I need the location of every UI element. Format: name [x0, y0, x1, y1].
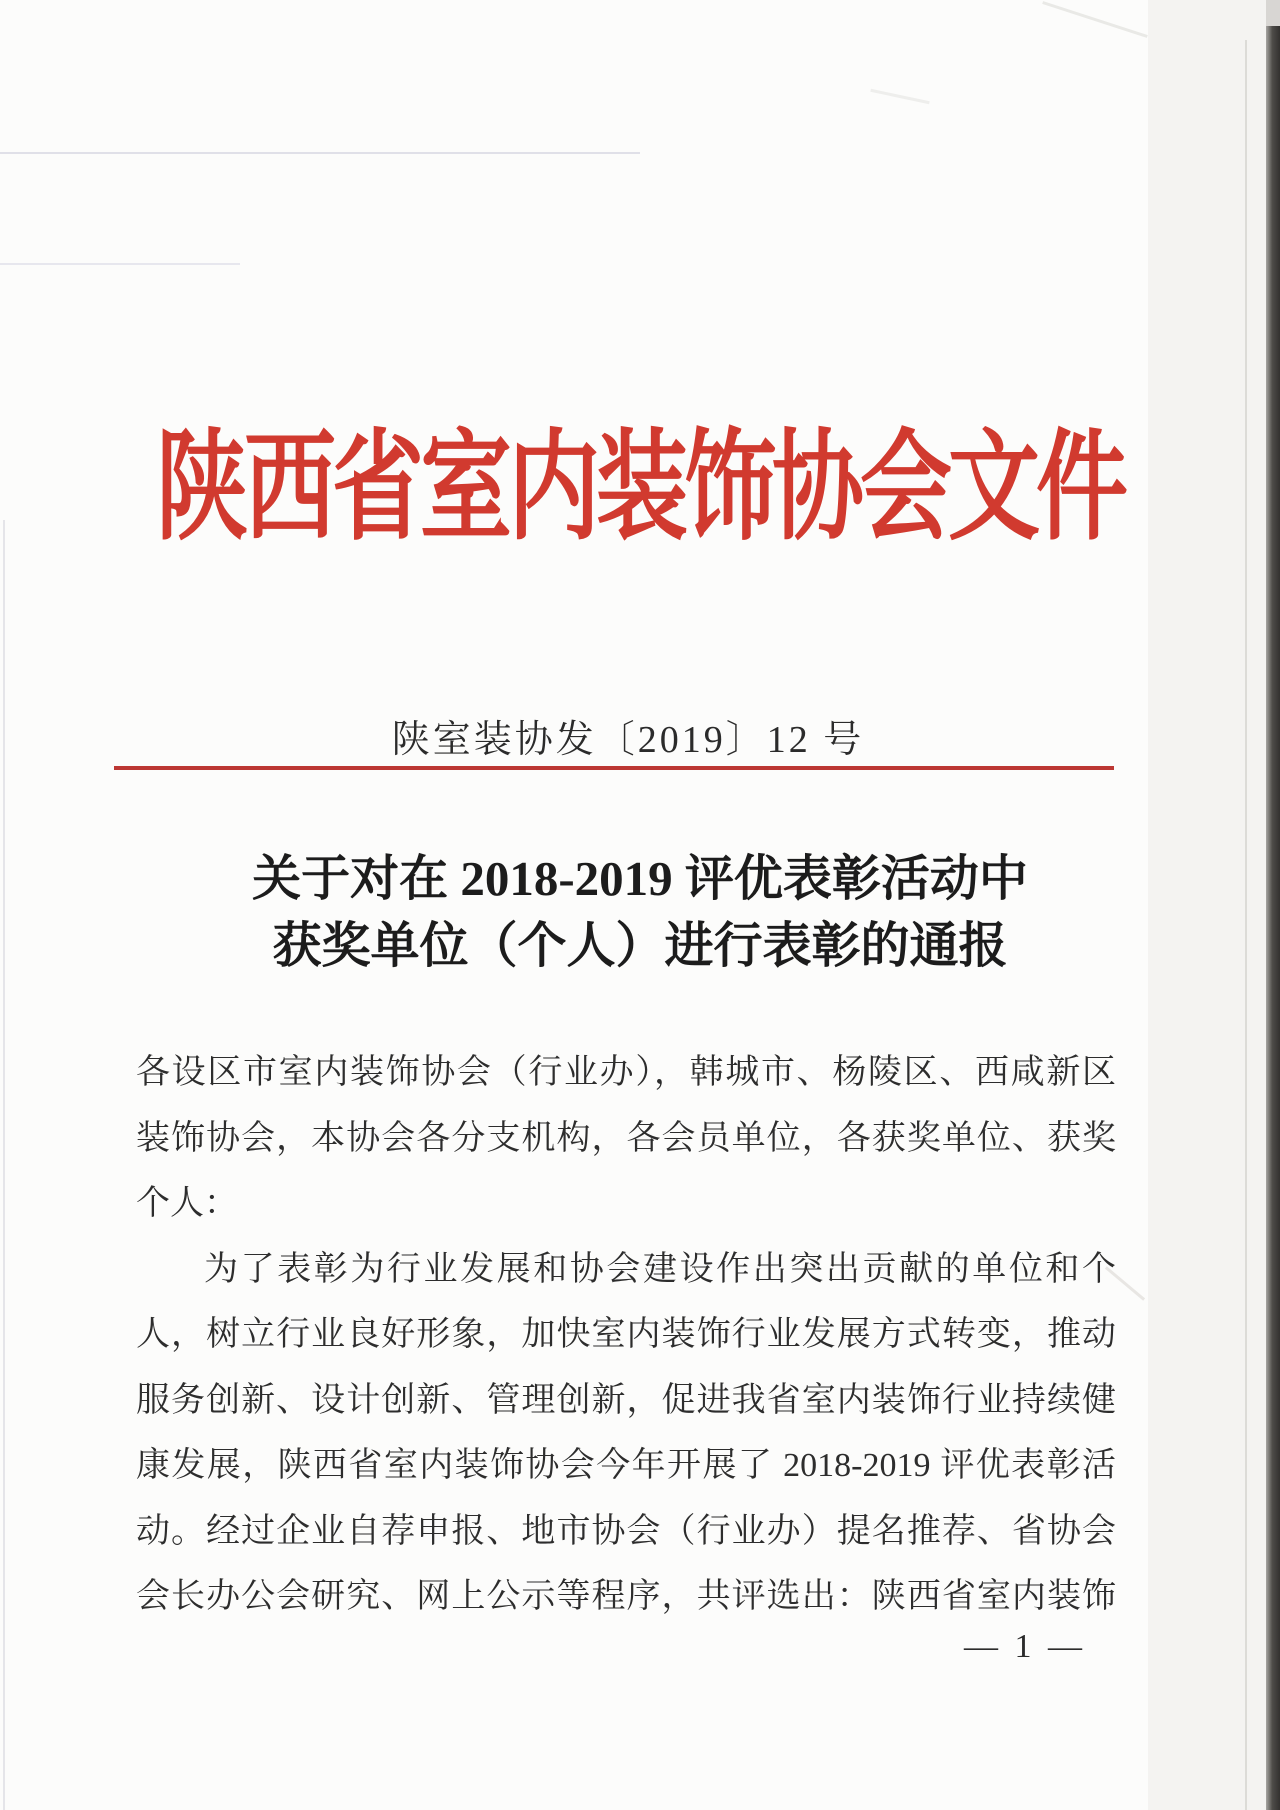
body-text [136, 1040, 1116, 1630]
document-title [0, 845, 1280, 979]
body-line: 会长办公会研究、网上公示等程序，共评选出：陕西省室内装饰 [136, 1578, 1116, 1615]
scan-artifact-streak [870, 89, 929, 104]
document-number: 陕室装协发〔2019〕12 号 [391, 719, 865, 761]
scan-artifact-hline [0, 263, 240, 265]
body-line: 为了表彰为行业发展和协会建设作出突出贡献的单位和个 [204, 1250, 1116, 1288]
body-line: 服务创新、设计创新、管理创新，促进我省室内装饰行业持续健 [136, 1381, 1116, 1419]
body-line: 个人： [136, 1185, 238, 1222]
body-line: 动。经过企业自荐申报、地市协会（行业办）提名推荐、省协会 [136, 1512, 1116, 1550]
page-number: — 1 — [964, 1628, 1086, 1665]
scan-artifact-streak [1042, 1, 1148, 38]
document-title-line1: 关于对在 2018-2019 评优表彰活动中 [252, 851, 1028, 906]
body-line: 装饰协会，本协会各分支机构，各会员单位，各获奖单位、获奖 [136, 1119, 1116, 1157]
scan-edge-shadow-top [1266, 0, 1280, 26]
letterhead-org-title: 陕西省室内装饰协会文件 [155, 421, 1124, 555]
body-line: 人，树立行业良好形象，加快室内装饰行业发展方式转变，推动 [136, 1316, 1116, 1353]
scan-artifact-hline [0, 152, 640, 154]
red-separator-rule [114, 766, 1114, 770]
body-line: 康发展，陕西省室内装饰协会今年开展了 2018-2019 评优表彰活 [136, 1447, 1116, 1484]
document-title-line2: 获奖单位（个人）进行表彰的通报 [272, 918, 1008, 973]
body-line: 各设区市室内装饰协会（行业办），韩城市、杨陵区、西咸新区 [136, 1054, 1116, 1091]
